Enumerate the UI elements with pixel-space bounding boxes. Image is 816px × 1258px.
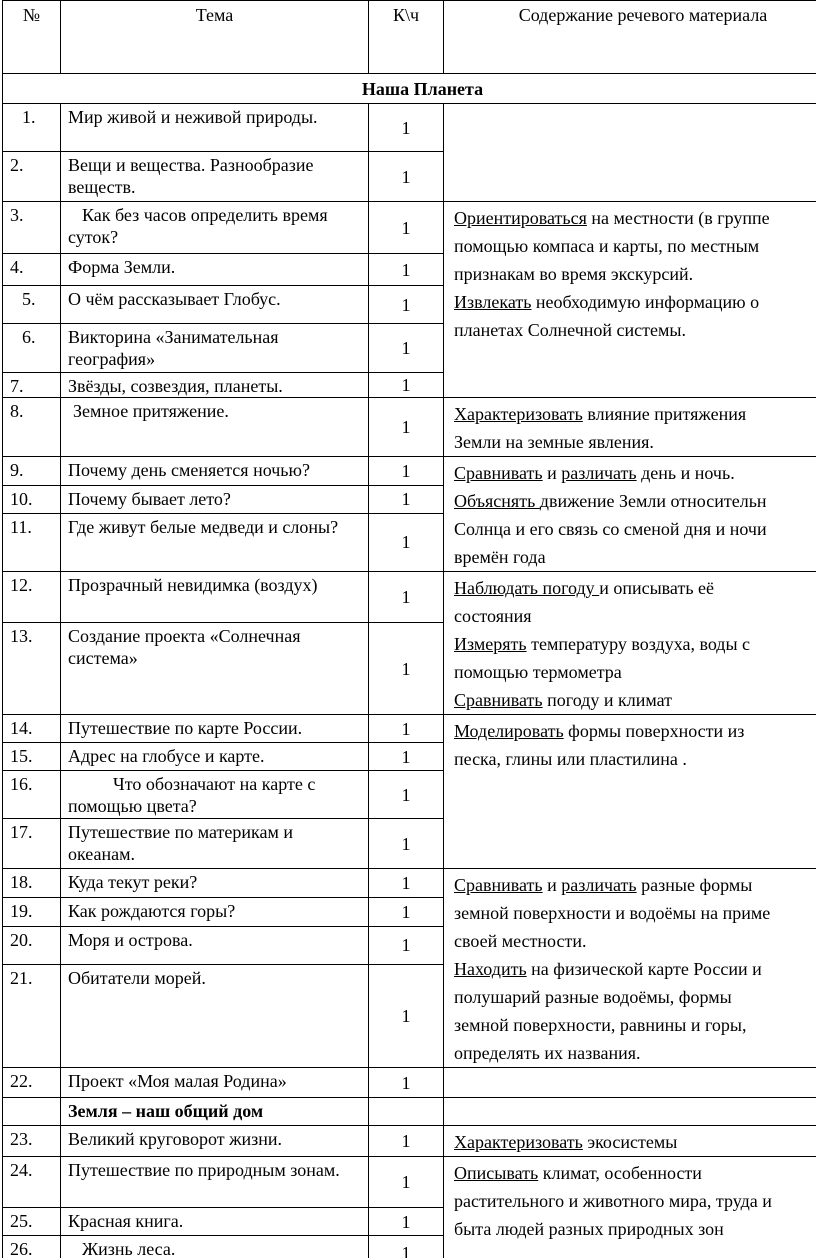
content-cell-empty xyxy=(444,1098,816,1126)
row-hours: 1 xyxy=(369,457,444,486)
row-topic: Прозрачный невидимка (воздух) xyxy=(61,572,369,623)
skill-verb: Измерять xyxy=(454,634,527,654)
row-number: 24. xyxy=(3,1157,61,1208)
row-hours: 1 xyxy=(369,869,444,898)
row-topic: Почему день сменяется ночью? xyxy=(61,457,369,486)
row-number: 13. xyxy=(3,623,61,715)
content-text: на физической карте России и xyxy=(526,959,762,979)
header-row xyxy=(3,1,816,74)
row-hours: 1 xyxy=(369,254,444,286)
content-text: Солнца и его связь со сменой дня и ночи xyxy=(454,519,767,539)
row-topic: Викторина «Занимательная география» xyxy=(61,324,369,373)
content-text: экосистемы xyxy=(582,1132,678,1152)
row-number: 3. xyxy=(3,202,61,254)
row-topic: Что обозначают на карте с помощью цвета? xyxy=(61,771,369,819)
content-text: помощью термометра xyxy=(454,662,622,682)
section-title: Земля – наш общий дом xyxy=(61,1098,369,1126)
content-cell xyxy=(444,572,816,715)
content-text: состояния xyxy=(454,606,532,626)
row-number: 23. xyxy=(3,1126,61,1157)
row-hours: 1 xyxy=(369,1208,444,1236)
row-number: 22. xyxy=(3,1068,61,1098)
section-row xyxy=(3,1098,816,1126)
row-number: 17. xyxy=(3,819,61,869)
row-topic: Красная книга. xyxy=(61,1208,369,1236)
table-row xyxy=(3,1068,816,1098)
row-topic: Звёзды, созвездия, планеты. xyxy=(61,373,369,398)
table-row xyxy=(3,1157,816,1208)
content-text: своей местности. xyxy=(454,931,587,951)
content-cell xyxy=(444,457,816,572)
content-text: разные формы xyxy=(636,875,753,895)
row-number: 4. xyxy=(3,254,61,286)
skill-verb: Характеризовать xyxy=(454,1132,583,1152)
header-kch: К\ч xyxy=(369,1,444,74)
row-hours: 1 xyxy=(369,743,444,771)
row-number: 1. xyxy=(3,104,61,152)
row-topic: Адрес на глобусе и карте. xyxy=(61,743,369,771)
row-hours-empty xyxy=(369,1098,444,1126)
skill-verb: Извлекать xyxy=(454,292,532,312)
content-text: времён года xyxy=(454,547,546,567)
row-topic: Путешествие по карте России. xyxy=(61,715,369,743)
skill-verb: Сравнивать xyxy=(454,690,543,710)
row-hours: 1 xyxy=(369,1068,444,1098)
row-topic: Где живут белые медведи и слоны? xyxy=(61,513,369,571)
row-number: 26. xyxy=(3,1236,61,1258)
row-topic: Форма Земли. xyxy=(61,254,369,286)
table-row xyxy=(3,457,816,486)
skill-verb: Наблюдать погоду xyxy=(454,578,600,598)
table-row xyxy=(3,572,816,623)
row-hours: 1 xyxy=(369,926,444,964)
row-number: 14. xyxy=(3,715,61,743)
content-text: необходимую информацию о xyxy=(531,292,760,312)
skill-verb: Описывать xyxy=(454,1163,539,1183)
content-text: климат, особенности xyxy=(538,1163,702,1183)
content-text: формы поверхности из xyxy=(563,721,745,741)
skill-verb: Сравнивать xyxy=(454,463,543,483)
content-text: земной поверхности, равнины и горы, xyxy=(454,1015,747,1035)
row-topic: Проект «Моя малая Родина» xyxy=(61,1068,369,1098)
row-topic: Мир живой и неживой природы. xyxy=(61,104,369,152)
row-hours: 1 xyxy=(369,398,444,457)
skill-verb: Характеризовать xyxy=(454,404,583,424)
content-text: и xyxy=(542,463,562,483)
skill-verb: различать xyxy=(561,463,637,483)
content-cell xyxy=(444,869,816,1068)
row-hours: 1 xyxy=(369,897,444,926)
row-hours: 1 xyxy=(369,771,444,819)
row-topic: Великий круговорот жизни. xyxy=(61,1126,369,1157)
row-number: 19. xyxy=(3,897,61,926)
row-number: 9. xyxy=(3,457,61,486)
content-cell xyxy=(444,1126,816,1157)
content-cell xyxy=(444,1157,816,1258)
row-number: 5. xyxy=(3,286,61,324)
content-text: и описывать её xyxy=(599,578,715,598)
content-text: определять их названия. xyxy=(454,1043,641,1063)
row-topic: Земное притяжение. xyxy=(61,398,369,457)
table-row xyxy=(3,398,816,457)
row-number: 12. xyxy=(3,572,61,623)
content-cell xyxy=(444,715,816,869)
row-topic: Как без часов определить время суток? xyxy=(61,202,369,254)
row-number: 21. xyxy=(3,964,61,1067)
section-title: Наша Планета xyxy=(3,74,816,104)
table-row xyxy=(3,715,816,743)
content-cell xyxy=(444,202,816,398)
table-row xyxy=(3,104,816,152)
table-row xyxy=(3,202,816,254)
content-text: полушарий разные водоёмы, формы xyxy=(454,987,732,1007)
header-topic: Тема xyxy=(61,1,369,74)
row-hours: 1 xyxy=(369,286,444,324)
row-topic: Путешествие по природным зонам. xyxy=(61,1157,369,1208)
row-hours: 1 xyxy=(369,819,444,869)
content-text: растительного и животного мира, труда и xyxy=(454,1191,772,1211)
content-text: день и ночь. xyxy=(636,463,735,483)
content-text: влияние притяжения xyxy=(582,404,747,424)
content-text: Земли на земные явления. xyxy=(454,432,654,452)
row-topic: О чём рассказывает Глобус. xyxy=(61,286,369,324)
row-hours: 1 xyxy=(369,152,444,202)
row-number: 15. xyxy=(3,743,61,771)
row-topic: Почему бывает лето? xyxy=(61,486,369,514)
section-row xyxy=(3,74,816,104)
row-hours: 1 xyxy=(369,104,444,152)
row-hours: 1 xyxy=(369,324,444,373)
row-number: 10. xyxy=(3,486,61,514)
row-number: 11. xyxy=(3,513,61,571)
content-text: быта людей разных природных зон xyxy=(454,1219,724,1239)
row-number: 7. xyxy=(3,373,61,398)
row-hours: 1 xyxy=(369,964,444,1067)
row-number: 2. xyxy=(3,152,61,202)
row-number: 8. xyxy=(3,398,61,457)
content-text: движение Земли относительн xyxy=(539,491,767,511)
content-text: и xyxy=(542,875,562,895)
skill-verb: Находить xyxy=(454,959,527,979)
row-hours: 1 xyxy=(369,1157,444,1208)
row-hours: 1 xyxy=(369,572,444,623)
content-text: погоду и климат xyxy=(542,690,672,710)
skill-verb: Моделировать xyxy=(454,721,564,741)
content-cell-empty xyxy=(444,1068,816,1098)
header-num: № xyxy=(3,1,61,74)
row-hours: 1 xyxy=(369,202,444,254)
skill-verb: Объяснять xyxy=(454,491,540,511)
row-number: 25. xyxy=(3,1208,61,1236)
row-number: 6. xyxy=(3,324,61,373)
row-hours: 1 xyxy=(369,1126,444,1157)
table-row xyxy=(3,1126,816,1157)
row-number: 20. xyxy=(3,926,61,964)
row-number-empty xyxy=(3,1098,61,1126)
row-topic: Обитатели морей. xyxy=(61,964,369,1067)
row-topic: Куда текут реки? xyxy=(61,869,369,898)
content-text: признакам во время экскурсий. xyxy=(454,264,694,284)
content-text: земной поверхности и водоёмы на приме xyxy=(454,903,771,923)
row-hours: 1 xyxy=(369,623,444,715)
content-text: песка, глины или пластилина . xyxy=(454,749,687,769)
header-content: Содержание речевого материала xyxy=(444,1,816,74)
skill-verb: Ориентироваться xyxy=(454,208,587,228)
content-text: на местности (в группе xyxy=(586,208,770,228)
row-hours: 1 xyxy=(369,373,444,398)
row-topic: Жизнь леса. xyxy=(61,1236,369,1258)
row-hours: 1 xyxy=(369,513,444,571)
row-hours: 1 xyxy=(369,1236,444,1258)
curriculum-table xyxy=(2,0,816,1258)
table-row xyxy=(3,869,816,898)
row-hours: 1 xyxy=(369,715,444,743)
row-topic: Как рождаются горы? xyxy=(61,897,369,926)
row-number: 18. xyxy=(3,869,61,898)
row-topic: Создание проекта «Солнечная система» xyxy=(61,623,369,715)
row-topic: Моря и острова. xyxy=(61,926,369,964)
row-topic: Вещи и вещества. Разнообразие веществ. xyxy=(61,152,369,202)
skill-verb: различать xyxy=(561,875,637,895)
row-topic: Путешествие по материкам и океанам. xyxy=(61,819,369,869)
content-text: температуру воздуха, воды с xyxy=(526,634,751,654)
row-hours: 1 xyxy=(369,486,444,514)
row-number: 16. xyxy=(3,771,61,819)
content-text: планетах Солнечной системы. xyxy=(454,320,686,340)
content-text: помощью компаса и карты, по местным xyxy=(454,236,760,256)
skill-verb: Сравнивать xyxy=(454,875,543,895)
content-cell xyxy=(444,398,816,457)
content-cell-empty xyxy=(444,104,816,202)
